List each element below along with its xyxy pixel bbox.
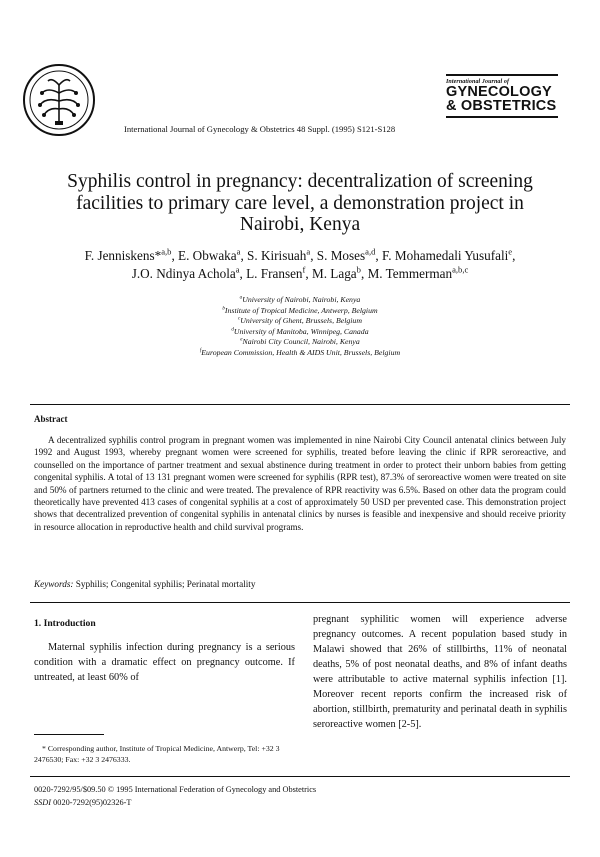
affiliation-e: $^e$Nairobi City Council, Nairobi, Kenya <box>240 336 360 347</box>
affiliation-c: $^c$University of Ghent, Brussels, Belgium <box>238 315 362 326</box>
paper-title: Syphilis control in pregnancy: decentralization of screening facilities to primary care level, a demonstration project in Nairobi, Kenya <box>67 171 533 235</box>
section-heading: 1. Introduction <box>34 618 96 629</box>
journal-citation: International Journal of Gynecology & Obstetrics 48 Suppl. (1995) S121-S128 <box>124 124 396 134</box>
intro-left-column: Maternal syphilis infection during pregnancy is a serious condition with a dramatic effect on pregnancy outcome. If untreated, at least 60% of <box>34 642 295 683</box>
keywords-label: Keywords: <box>34 579 74 589</box>
corresponding-author-footnote: * Corresponding author, Institute of Tropical Medicine, Antwerp, Tel: +32 3 2476530; Fax: +32 3 2476333. <box>34 744 280 764</box>
footnote-rule <box>34 734 104 735</box>
separator-mid <box>30 602 570 603</box>
authors-line-1: F. Jenniskens*$^{a,b}$, E. Obwaka$^a$, S. Kirisuah$^a$, S. Moses$^{a,d}$, F. Mohamedali Yusufali$^e$, <box>84 246 516 263</box>
brand-line1: GYNECOLOGY <box>446 84 552 100</box>
author-list <box>40 247 560 283</box>
journal-logo <box>22 63 96 137</box>
separator-top <box>30 404 570 405</box>
ssdi-label: SSDI <box>34 798 52 807</box>
copyright-block <box>34 783 316 809</box>
affiliation-f: $^f$European Commission, Health & AIDS Unit, Brussels, Belgium <box>199 347 401 357</box>
keywords <box>34 579 255 589</box>
affiliation-d: $^d$University of Manitoba, Winnipeg, Canada <box>231 326 369 336</box>
abstract-heading: Abstract <box>34 414 68 424</box>
abstract-body: A decentralized syphilis control program in pregnant women was implemented in nine Nairobi City Council antenatal clinics between July 1992 and August 1993, whereby pregnant women were screened for syphilis, treated before leaving the clinic if RPR seroreactive, and counselled on the importance of partner treatment and sexual abstinence during treatment in order to protect their unborn babies from getting congenital syphilis. A total of 13 131 pregnant women were screened for syphilis (RPR test), 87.3% of seroreactive women were treated on site and 50% of partners returned to the clinic and were treated. The prevalence of RPR reactivity was 6.5%. Based on other data the program could theoretically have prevented 413 cases of congenital syphilis at a cost of approximately 50 USD per prevented case. This demonstration project shows that decentralized prevention of congenital syphilis in antenatal clinics by nurses is feasible and inexpensive and should receive priority in resource allocation in reproductive health and child survival programs. <box>34 435 566 532</box>
separator-bottom <box>30 776 570 777</box>
affiliation-a: $^a$University of Nairobi, Nairobi, Kenya <box>239 294 361 304</box>
copyright-line: 0020-7292/95/$09.50 © 1995 International Federation of Gynecology and Obstetrics <box>34 785 317 794</box>
affiliation-b: $^b$Institute of Tropical Medicine, Antwerp, Belgium <box>222 305 378 315</box>
intro-right-column: pregnant syphilitic women will experience adverse pregnancy outcomes. A recent population based study in Malawi showed that 26% of stillbirths, 11% of neonatal deaths, 5% of post neonatal deaths, and 8% of infant deaths were attributable to active maternal syphilis infection [1]. Moreover recent reports confirm the increased risk of abortion, stillbirth, prematurity and perinatal death in syphilis seroreactive women [2-5]. <box>313 614 567 730</box>
ssdi-line <box>34 796 316 809</box>
affiliations <box>160 295 440 359</box>
authors-line-2: J.O. Ndinya Achola$^a$, L. Fransen$^f$, M. Laga$^b$, M. Temmerman$^{a,b,c}$ <box>131 264 469 281</box>
brand-line2: & OBSTETRICS <box>446 98 557 114</box>
keywords-list: Syphilis; Congenital syphilis; Perinatal mortality <box>75 579 256 589</box>
journal-brand <box>446 72 558 120</box>
ssdi-value: 0020-7292(95)02326-T <box>53 798 132 807</box>
brand-small: International Journal of <box>446 79 510 85</box>
